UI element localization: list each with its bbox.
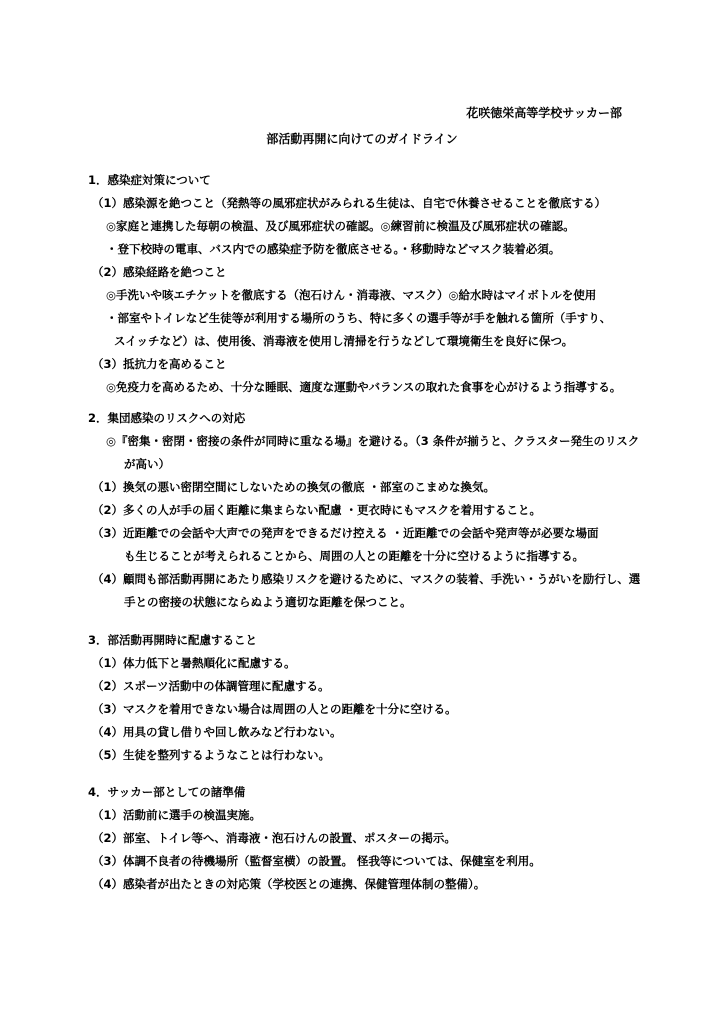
list-item: （4）感染者が出たときの対応策（学校医との連携、保健管理体制の整備）。 bbox=[92, 877, 486, 891]
document-title: 部活動再開に向けてのガイドライン bbox=[266, 132, 458, 146]
list-item: が高い） bbox=[124, 457, 170, 471]
list-item: （4）顧問も部活動再開にあたり感染リスクを避けるために、マスクの装着、手洗い・うがいを励行し、選 bbox=[92, 572, 641, 586]
list-item: （1）換気の悪い密閉空間にしないための換気の徹底 ・部室のこまめな換気。 bbox=[92, 480, 496, 494]
section-heading: 2．集団感染のリスクへの対応 bbox=[88, 411, 246, 425]
list-item: （5）生徒を整列するようなことは行わない。 bbox=[92, 748, 330, 762]
list-item: ◎手洗いや咳エチケットを徹底する（泡石けん・消毒液、マスク）◎給水時はマイボトルを使用 bbox=[106, 288, 597, 302]
list-item: （1）活動前に選手の検温実施。 bbox=[92, 808, 261, 822]
list-item: ◎家庭と連携した毎朝の検温、及び風邪症状の確認。◎練習前に検温及び風邪症状の確認。 bbox=[106, 219, 575, 233]
list-item: （3）近距離での会話や大声での発声をできるだけ控える ・近距離での会話や発声等が必要な場面 bbox=[92, 526, 599, 540]
section-heading: 4．サッカー部としての諸準備 bbox=[88, 785, 246, 799]
list-item: （2）スポーツ活動中の体調管理に配慮する。 bbox=[92, 679, 330, 693]
list-item: ・部室やトイレなど生徒等が利用する場所のうち、特に多くの選手等が手を触れる箇所（手すり、 bbox=[106, 311, 612, 325]
list-item: （3）抵抗力を高めること bbox=[92, 357, 227, 371]
list-item: （3）マスクを着用できない場合は周囲の人との距離を十分に空ける。 bbox=[92, 702, 457, 716]
list-item: （1）体力低下と暑熱順化に配慮する。 bbox=[92, 656, 296, 670]
list-item: ◎『密集・密閉・密接の条件が同時に重なる場』を避ける。（3 条件が揃うと、クラスター発生のリスク bbox=[106, 434, 640, 448]
list-item: （3）体調不良者の待機場所（監督室横）の設置。 怪我等については、保健室を利用。 bbox=[92, 854, 541, 868]
list-item: （1）感染源を絶つこと（発熱等の風邪症状がみられる生徒は、自宅で休養させることを徹底する） bbox=[92, 196, 606, 210]
list-item: （2）部室、トイレ等へ、消毒液・泡石けんの設置、ポスターの掲示。 bbox=[92, 831, 456, 845]
list-item: （4）用具の貸し借りや回し飲みなど行わない。 bbox=[92, 725, 342, 739]
list-item: （2）多くの人が手の届く距離に集まらない配慮 ・更衣時にもマスクを着用すること。 bbox=[92, 503, 542, 517]
school-name: 花咲徳栄高等学校サッカー部 bbox=[466, 106, 622, 120]
list-item: スイッチなど）は、使用後、消毒液を使用し清掃を行うなどして環境衛生を良好に保つ。 bbox=[114, 334, 574, 348]
list-item: も生じることが考えられることから、周囲の人との距離を十分に空けるように指導する。 bbox=[124, 549, 584, 563]
list-item: ・登下校時の電車、バス内での感染症予防を徹底させる。・移動時などマスク装着必須。 bbox=[106, 242, 561, 256]
list-item: （2）感染経路を絶つこと bbox=[92, 265, 227, 279]
list-item: ◎免疫力を高めるため、十分な睡眠、適度な運動やバランスの取れた食事を心がけるよう指導する。 bbox=[106, 380, 622, 394]
list-item: 手との密接の状態にならぬよう適切な距離を保つこと。 bbox=[124, 595, 412, 609]
section-heading: 3．部活動再開時に配慮すること bbox=[88, 633, 257, 647]
section-heading: 1．感染症対策について bbox=[88, 173, 211, 187]
